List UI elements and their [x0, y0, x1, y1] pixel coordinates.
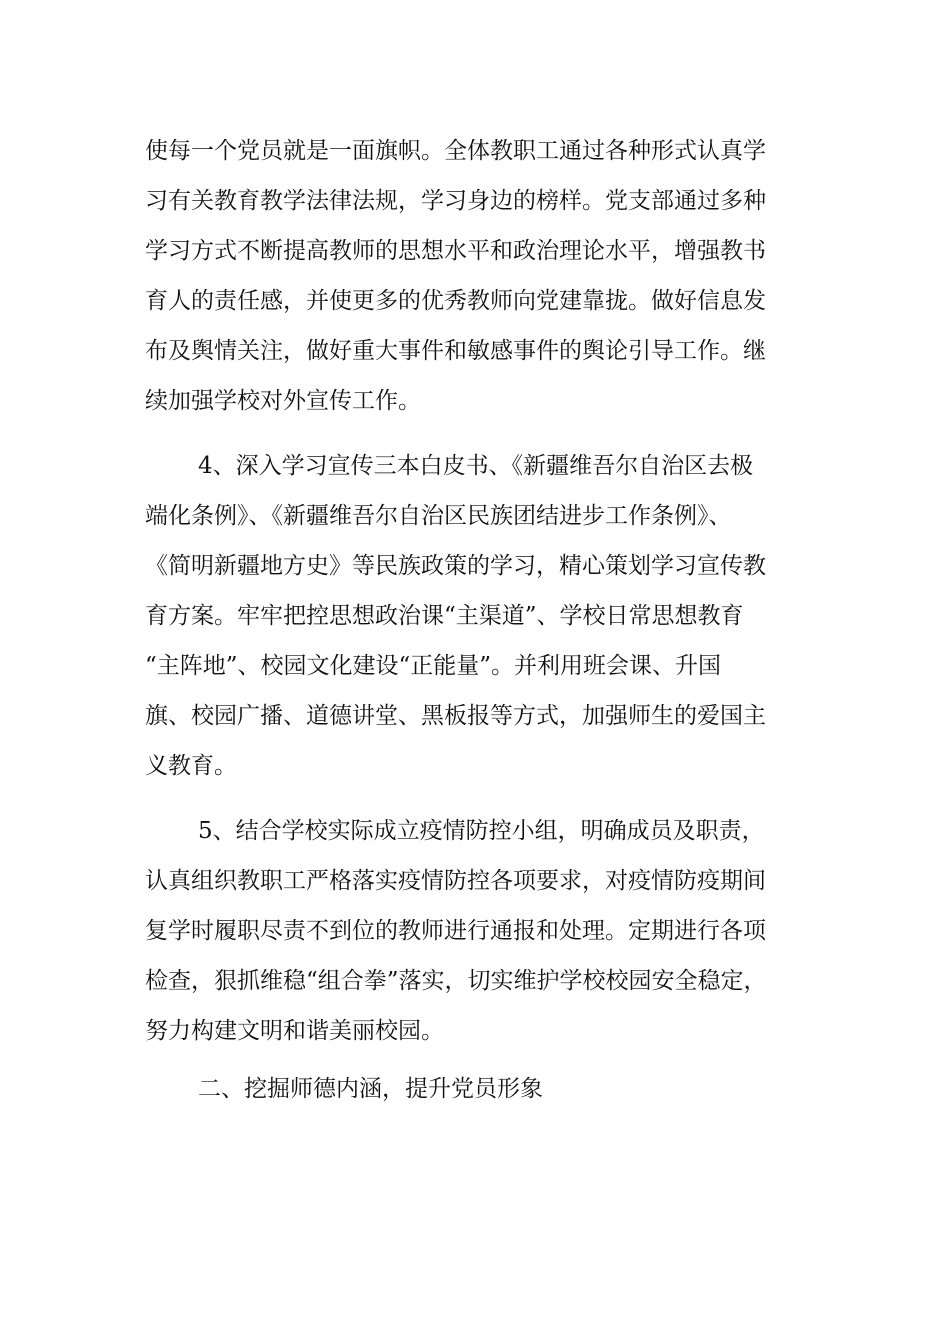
text-line: 育人的责任感，并使更多的优秀教师向党建靠拢。做好信息发	[145, 288, 766, 314]
text-line: 《简明新疆地方史》等民族政策的学习，精心策划学习宣传教	[145, 553, 766, 579]
text-line: 学习方式不断提高教师的思想水平和政治理论水平，增强教书	[145, 238, 766, 264]
text-line: 5、结合学校实际成立疫情防控小组，明确成员及职责，	[198, 818, 765, 844]
text-line: 复学时履职尽责不到位的教师进行通报和处理。定期进行各项	[145, 918, 766, 944]
paragraph-item-4	[145, 441, 815, 791]
text-line: 4、深入学习宣传三本白皮书、《新疆维吾尔自治区去极	[198, 453, 754, 479]
text-line: 布及舆情关注，做好重大事件和敏感事件的舆论引导工作。继	[145, 338, 766, 364]
text-line: 认真组织教职工严格落实疫情防控各项要求，对疫情防疫期间	[145, 868, 766, 894]
text-line: 育方案。牢牢把控思想政治课“主渠道”、学校日常思想教育	[145, 603, 744, 629]
text-line: 使每一个党员就是一面旗帜。全体教职工通过各种形式认真学	[145, 138, 766, 164]
paragraph-item-5	[145, 806, 815, 1056]
paragraph-party-members	[145, 126, 815, 426]
text-line: 努力构建文明和谐美丽校园。	[145, 1018, 444, 1044]
heading-text: 二、挖掘师德内涵，提升党员形象	[198, 1076, 543, 1102]
text-line: 习有关教育教学法律法规，学习身边的榜样。党支部通过多种	[145, 188, 766, 214]
text-line: 端化条例》、《新疆维吾尔自治区民族团结进步工作条例》、	[145, 503, 732, 529]
section-heading	[145, 1064, 815, 1114]
text-line: 检查，狠抓维稳“组合拳”落实，切实维护学校校园安全稳定，	[145, 968, 767, 994]
text-line: 义教育。	[145, 753, 237, 779]
text-line: 续加强学校对外宣传工作。	[145, 388, 421, 414]
text-line: 旗、校园广播、道德讲堂、黑板报等方式，加强师生的爱国主	[145, 703, 766, 729]
text-line: “主阵地”、校园文化建设“正能量”。并利用班会课、升国	[145, 653, 722, 679]
